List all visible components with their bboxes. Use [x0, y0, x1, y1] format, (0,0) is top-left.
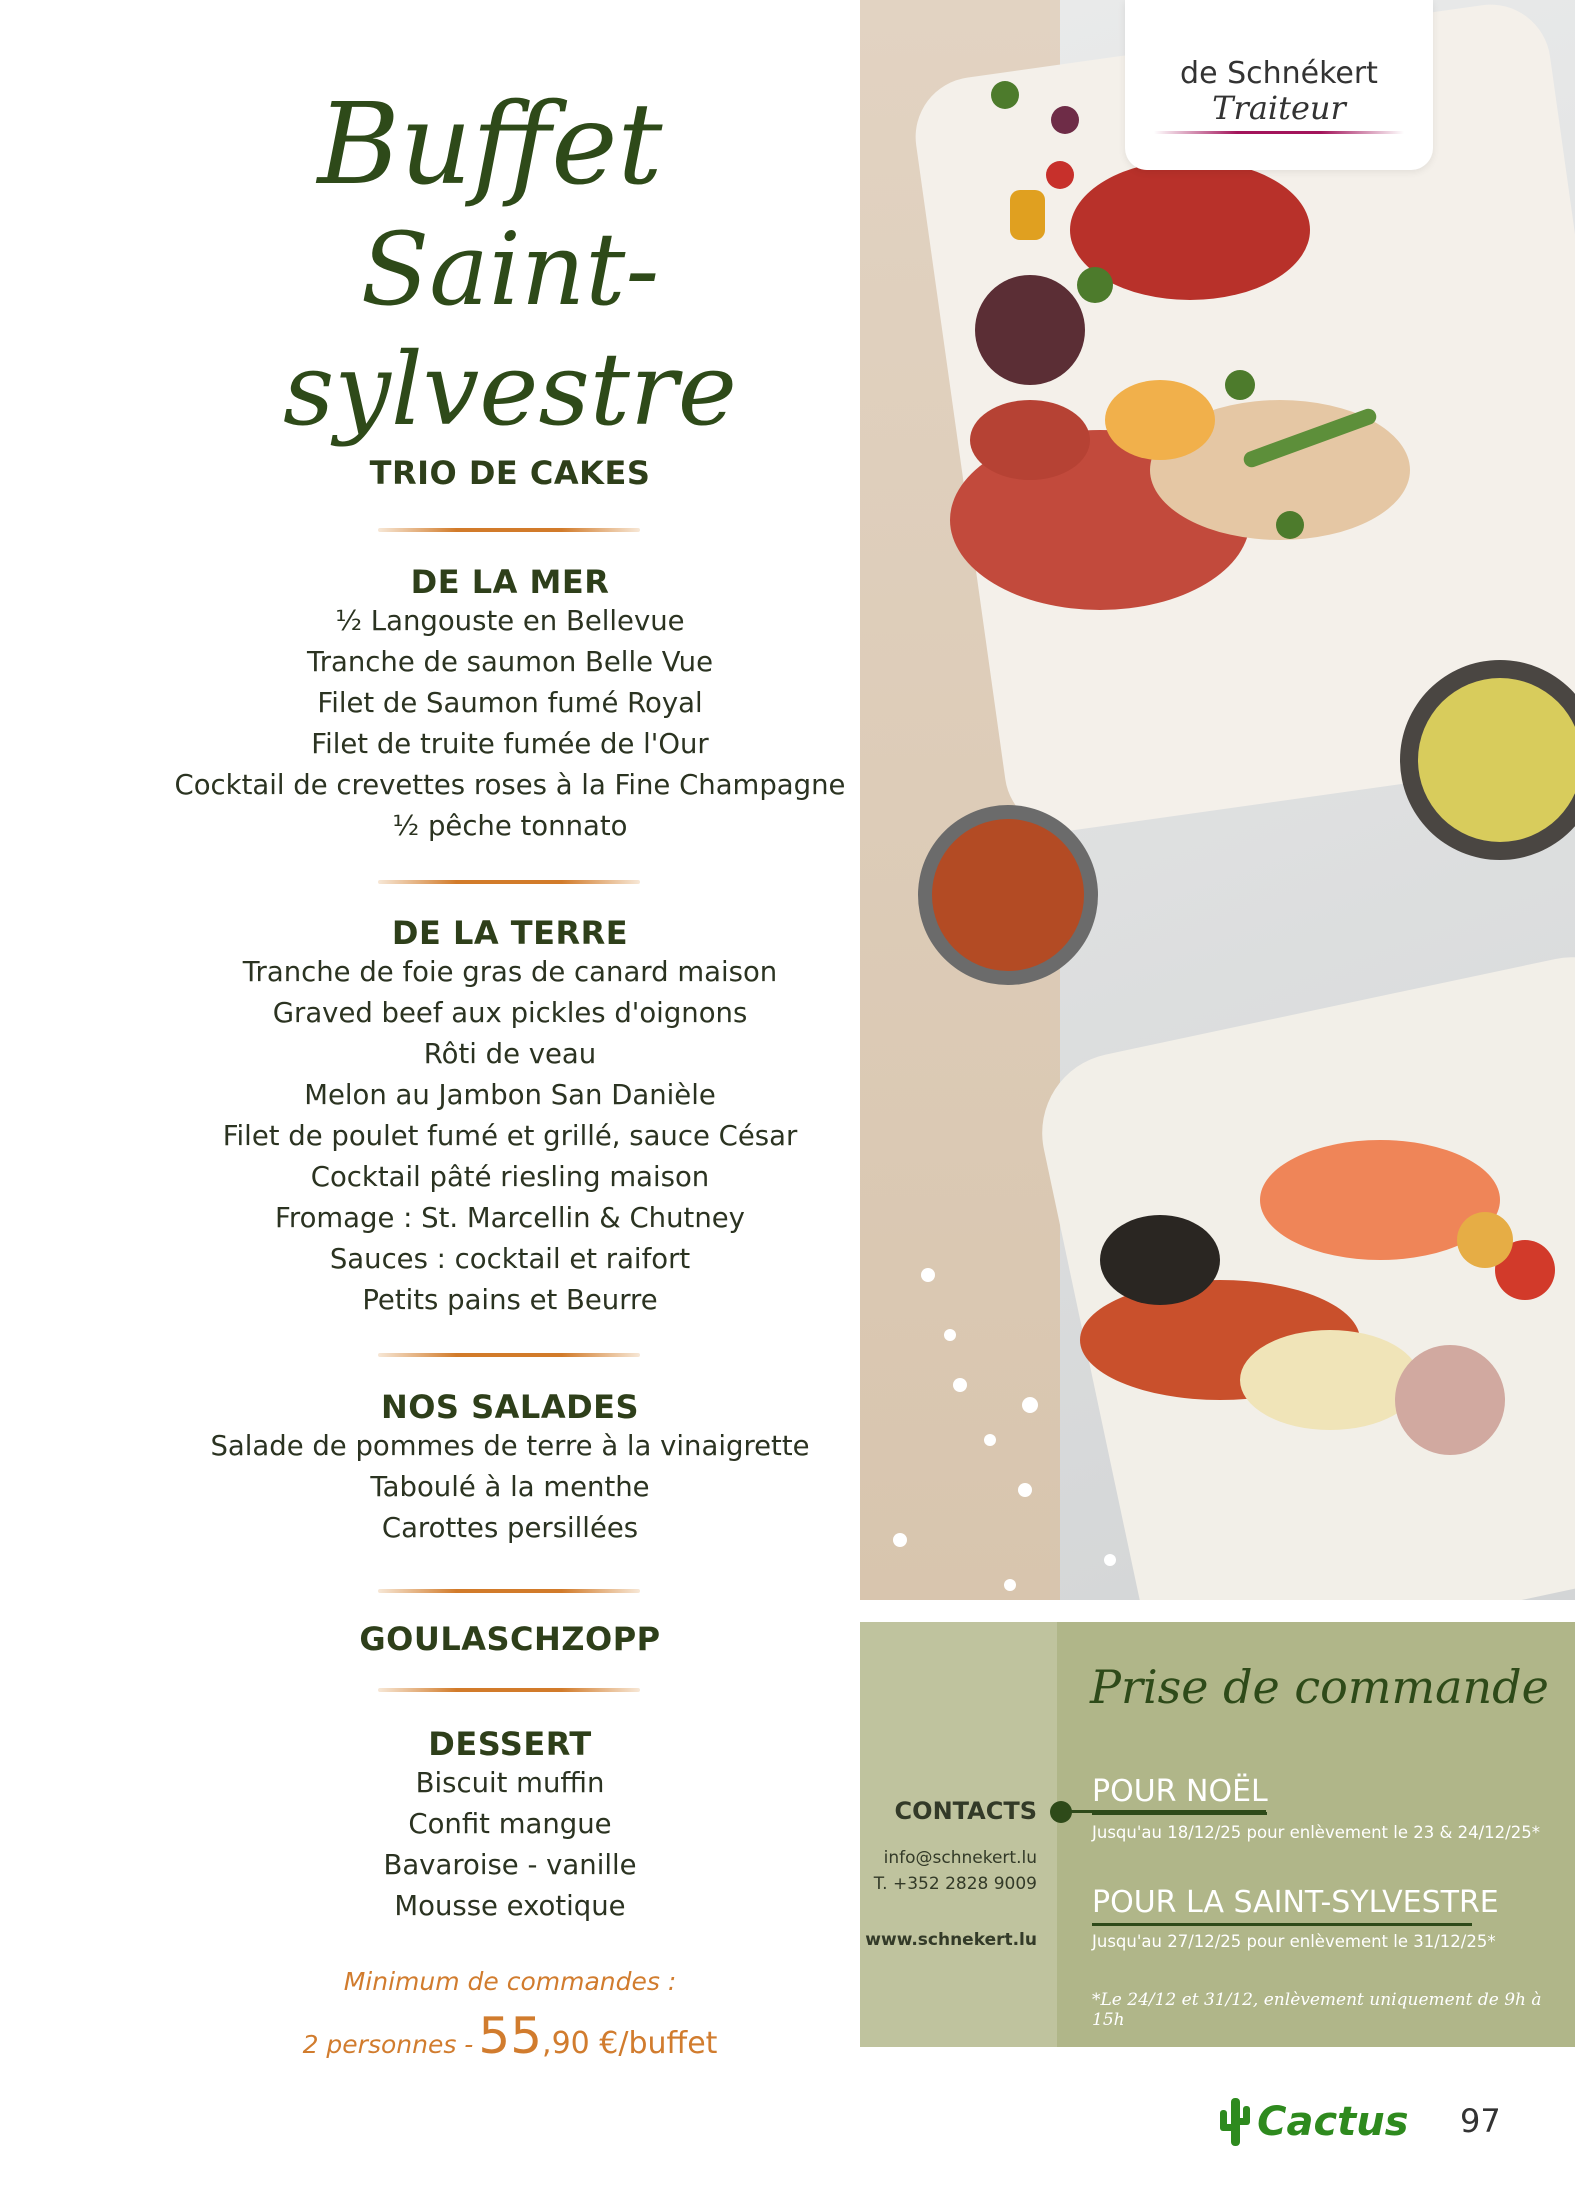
- noel-heading: POUR NOËL: [1092, 1774, 1268, 1809]
- menu-item: ½ Langouste en Bellevue: [335, 605, 685, 637]
- section-mer: [150, 563, 870, 847]
- cactus-icon: [1218, 2096, 1252, 2148]
- menu-item: Petits pains et Beurre: [362, 1284, 658, 1316]
- title-line-1: Buffet: [317, 80, 663, 210]
- menu-item: Melon au Jambon San Danièle: [304, 1079, 716, 1111]
- contacts-title: CONTACTS: [894, 1797, 1037, 1825]
- menu-item: Fromage : St. Marcellin & Chutney: [275, 1202, 745, 1234]
- menu-item: Cocktail pâté riesling maison: [310, 1161, 710, 1193]
- divider: [378, 1353, 640, 1357]
- divider: [378, 880, 640, 884]
- price-persons: 2 personnes -: [302, 2030, 474, 2059]
- minimum-order-label: Minimum de commandes :: [343, 1967, 677, 1996]
- section-trio: [150, 454, 870, 492]
- menu-item: Bavaroise - vanille: [383, 1849, 637, 1881]
- menu-item: Filet de truite fumée de l'Our: [311, 728, 709, 760]
- section-goulasch: [150, 1620, 870, 1658]
- menu-item: Biscuit muffin: [415, 1767, 605, 1799]
- menu-item: Salade de pommes de terre à la vinaigrette: [210, 1430, 810, 1462]
- divider: [378, 528, 640, 532]
- page-title: [160, 80, 860, 450]
- page-number: 97: [1460, 2102, 1501, 2140]
- menu-item: Cocktail de crevettes roses à la Fine Champagne: [174, 769, 846, 801]
- title-line-2: Saint-sylvestre: [283, 211, 737, 448]
- contact-phone: T. +352 2828 9009: [873, 1874, 1037, 1894]
- divider: [378, 1589, 640, 1593]
- logo-name: de Schnékert: [1180, 56, 1378, 91]
- sylvestre-heading: POUR LA SAINT-SYLVESTRE: [1092, 1885, 1499, 1920]
- food-photo: [860, 0, 1575, 1600]
- section-salades: [150, 1388, 870, 1549]
- menu-item: Carottes persillées: [381, 1512, 639, 1544]
- heading-mer: DE LA MER: [410, 563, 610, 601]
- heading-salades: NOS SALADES: [380, 1388, 640, 1426]
- menu-item: Tranche de saumon Belle Vue: [306, 646, 714, 678]
- brand-name: Cactus: [1257, 2099, 1409, 2145]
- contact-website-link[interactable]: www.schnekert.lu: [865, 1930, 1037, 1950]
- heading-terre: DE LA TERRE: [391, 914, 629, 952]
- section-dessert: [150, 1725, 870, 1927]
- menu-item: Filet de Saumon fumé Royal: [317, 687, 703, 719]
- sylvestre-underline: [1092, 1923, 1472, 1926]
- section-terre: [150, 914, 870, 1321]
- contact-email-link[interactable]: info@schnekert.lu: [883, 1848, 1037, 1868]
- menu-item: Confit mangue: [408, 1808, 612, 1840]
- menu-item: Mousse exotique: [394, 1890, 626, 1922]
- sylvestre-deadline: Jusqu'au 27/12/25 pour enlèvement le 31/12/25*: [1092, 1932, 1496, 1951]
- menu-item: Rôti de veau: [423, 1038, 597, 1070]
- cactus-brand: [1218, 2096, 1409, 2148]
- menu-item: Sauces : cocktail et raifort: [329, 1243, 691, 1275]
- menu-item: Tranche de foie gras de canard maison: [242, 956, 778, 988]
- heading-goulasch: GOULASCHZOPP: [359, 1620, 661, 1658]
- heading-trio: TRIO DE CAKES: [369, 454, 651, 492]
- food-illustration: [860, 0, 1575, 1600]
- noel-deadline: Jusqu'au 18/12/25 pour enlèvement le 23 & 24/12/25*: [1092, 1823, 1540, 1842]
- divider: [378, 1688, 640, 1692]
- heading-dessert: DESSERT: [428, 1725, 592, 1763]
- pickup-footnote: *Le 24/12 et 31/12, enlèvement uniquement de 9h à 15h: [1092, 1990, 1542, 2030]
- traiteur-logo: [1125, 0, 1433, 170]
- contacts-panel: [860, 1622, 1057, 2047]
- noel-underline: [1092, 1812, 1267, 1815]
- menu-item: ½ pêche tonnato: [392, 810, 628, 842]
- order-title: Prise de commande: [1090, 1660, 1549, 1714]
- price-integer: 55: [478, 2007, 543, 2065]
- price-rest: ,90 €/buffet: [542, 2026, 718, 2061]
- price-line: [150, 2007, 870, 2065]
- menu-item: Filet de poulet fumé et grillé, sauce César: [222, 1120, 798, 1152]
- logo-subtitle: Traiteur: [1212, 89, 1346, 127]
- menu-item: Graved beef aux pickles d'oignons: [272, 997, 748, 1029]
- menu-item: Taboulé à la menthe: [370, 1471, 650, 1503]
- logo-underline: [1154, 131, 1404, 134]
